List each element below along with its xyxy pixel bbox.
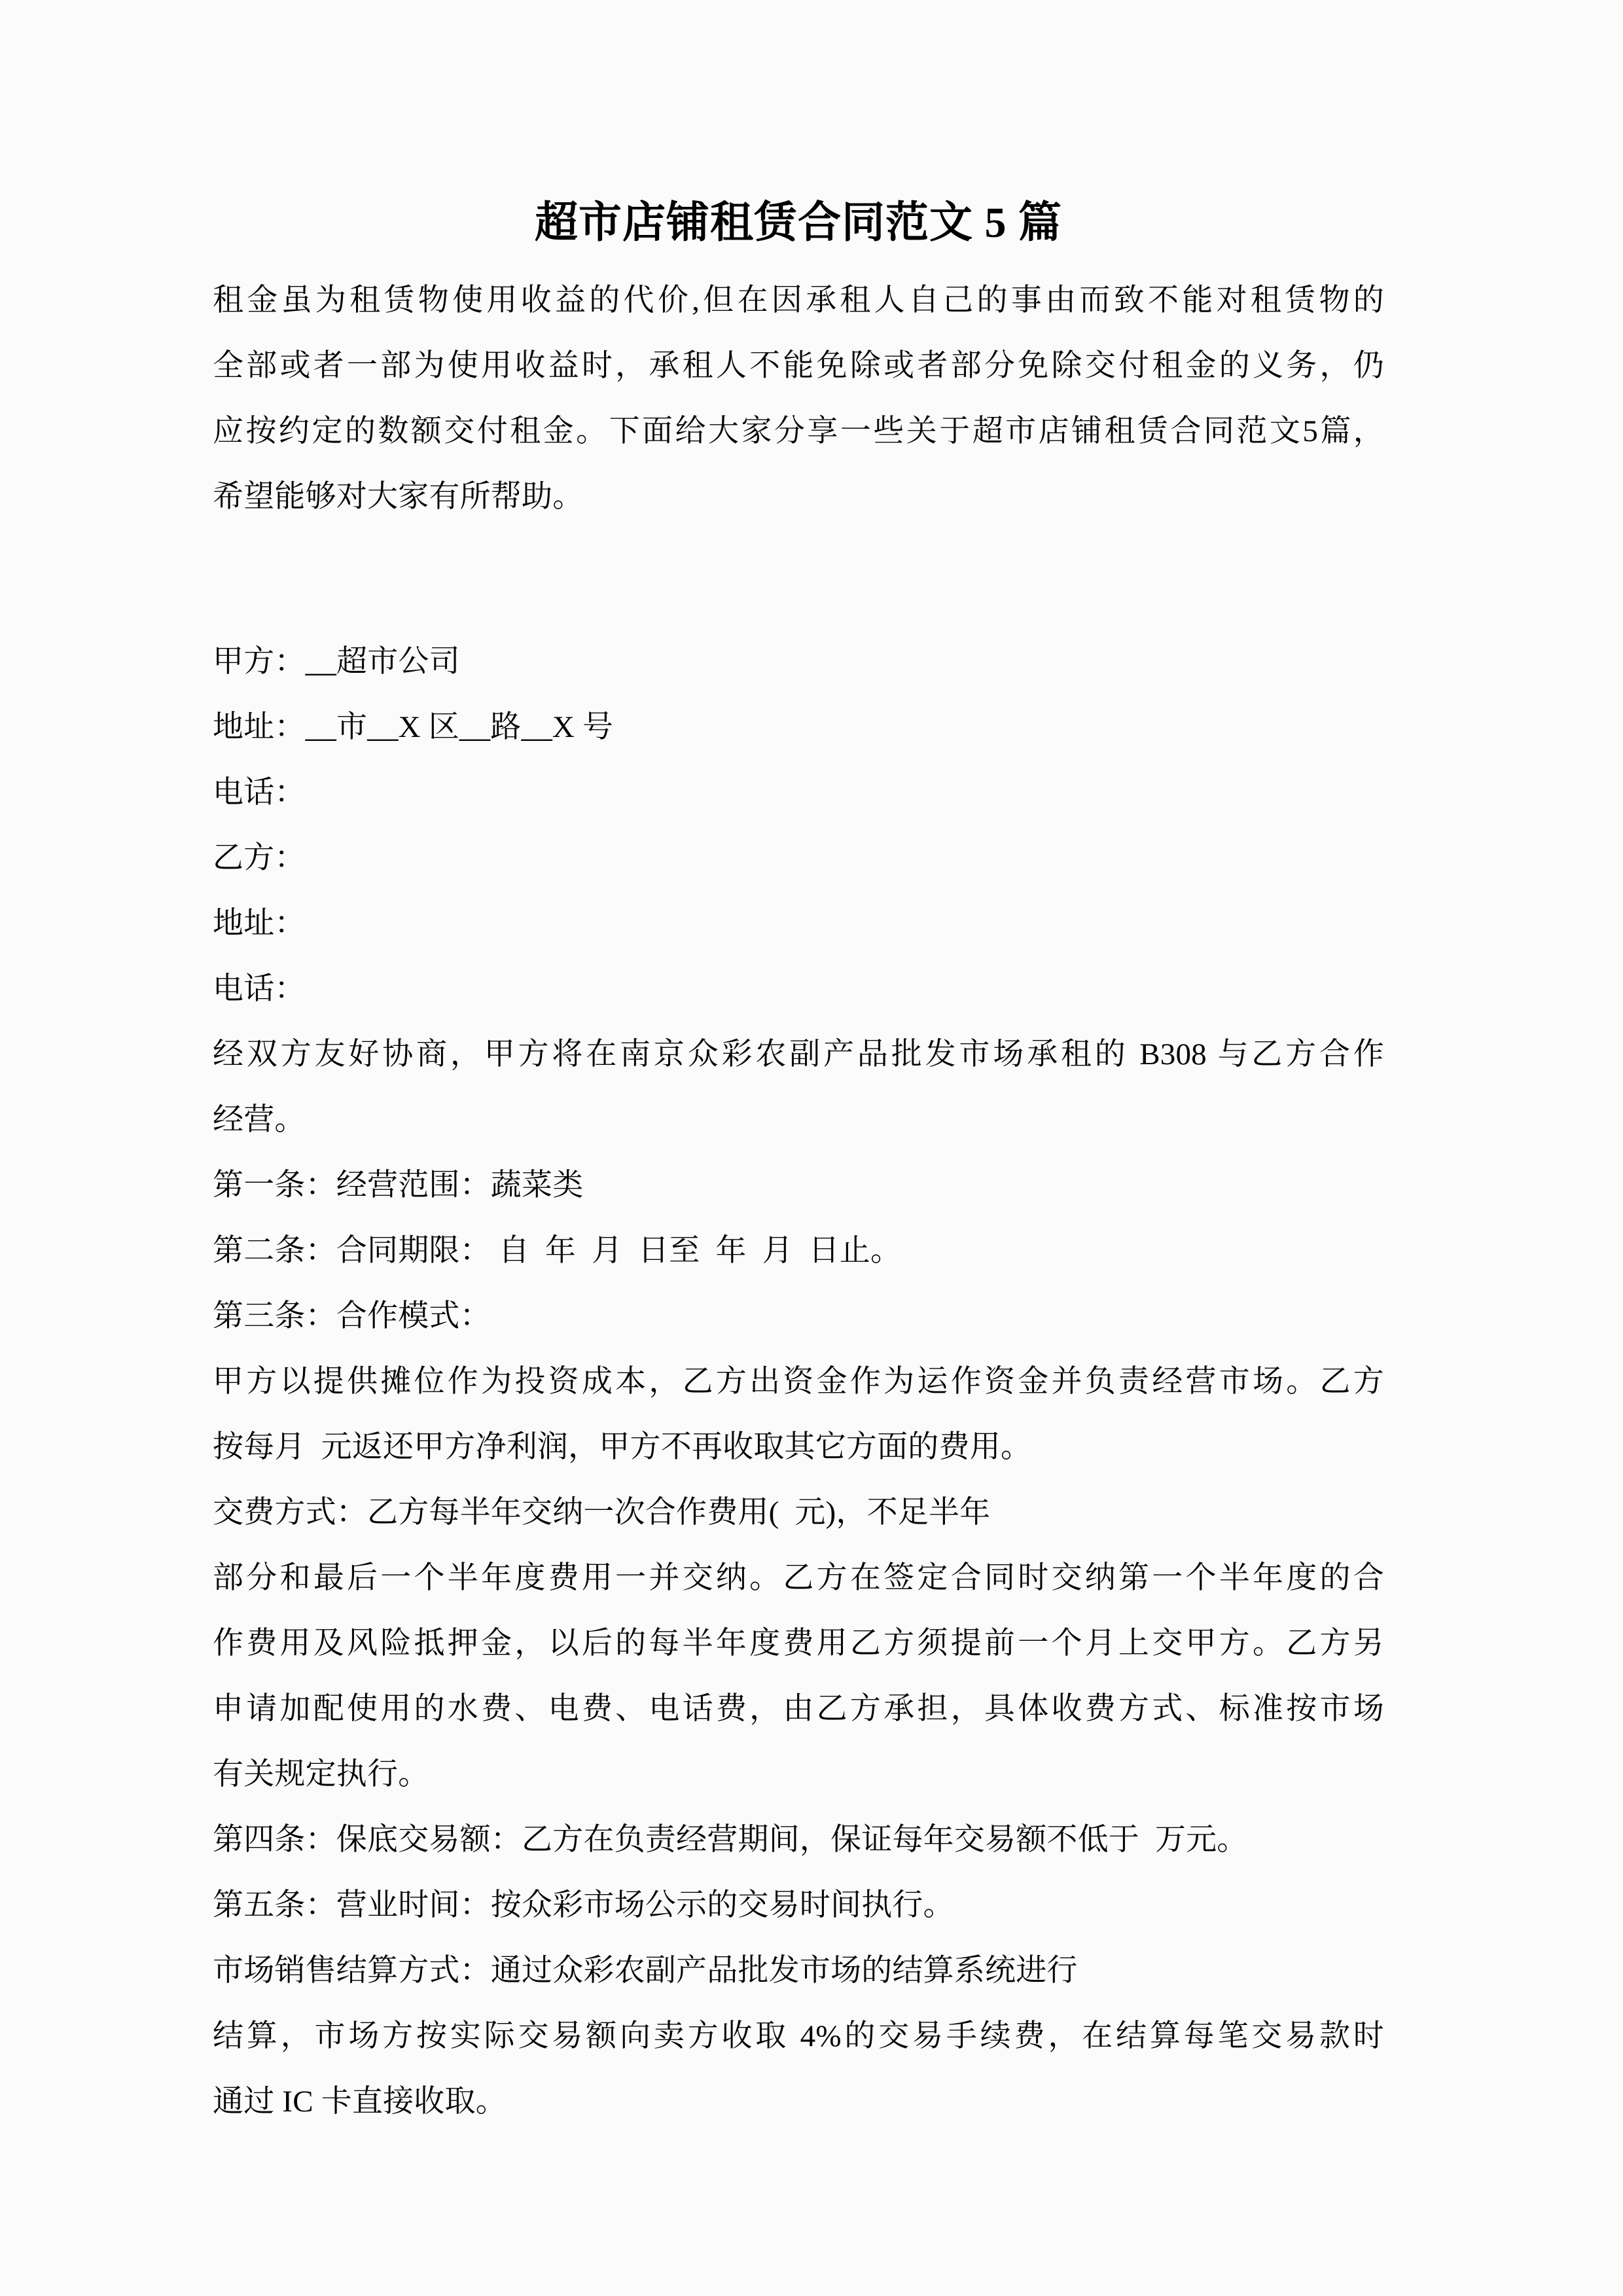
intro-line: 希望能够对大家有所帮助。 [213,479,584,514]
article-2-line: 第二条：合同期限： 自 年 月 日至 年 月 日止。 [213,1233,902,1268]
document-content [213,0,1384,2134]
settlement-body-line: 结算，市场方按实际交易额向卖方收取 4%的交易手续费，在结算每笔交易款时 [213,2018,1384,2053]
payment-method-block [213,1480,1384,1545]
intro-paragraph [213,268,1384,529]
article-2 [213,1218,1384,1283]
party-b-phone: 电话： [213,971,306,1006]
article-3-body [213,1349,1384,1480]
paragraph-gap [213,529,1384,595]
paragraph-gap [213,595,1384,629]
page-title: 超市店铺租赁合同范文 5 篇 [535,199,1062,247]
article-3-line: 第三条：合作模式： [213,1299,491,1333]
intro-line: 全部或者一部为使用收益时，承租人不能免除或者部分免除交付租金的义务，仍 [213,348,1384,383]
preamble-line: 经营。 [213,1102,306,1137]
article-1 [213,1153,1384,1218]
party-b-address: 地址： [213,906,306,941]
intro-line: 应按约定的数额交付租金。下面给大家分享一些关于超市店铺租赁合同范文5篇， [213,414,1384,448]
payment-detail-line: 有关规定执行。 [213,1757,429,1791]
intro-line: 租金虽为租赁物使用收益的代价,但在因承租人自己的事由而致不能对租赁物的 [213,283,1384,317]
article-4 [213,1807,1384,1873]
settlement-title-block [213,1938,1384,2003]
payment-detail-line: 申请加配使用的水费、电费、电话费，由乙方承担，具体收费方式、标准按市场 [213,1691,1384,1726]
party-a-name: 甲方：__超市公司 [213,644,460,679]
payment-detail-block [213,1545,1384,1807]
payment-method-line: 交费方式：乙方每半年交纳一次合作费用( 元)，不足半年 [213,1495,991,1530]
party-a-phone: 电话： [213,775,306,810]
preamble-line: 经双方友好协商，甲方将在南京众彩农副产品批发市场承租的 B308 与乙方合作 [213,1037,1384,1071]
payment-detail-line: 作费用及风险抵押金，以后的每半年度费用乙方须提前一个月上交甲方。乙方另 [213,1626,1384,1660]
party-a-address: 地址：__市__X 区__路__X 号 [213,709,614,744]
party-a-block [213,629,1384,825]
article-5 [213,1873,1384,1938]
article-1-line: 第一条：经营范围：蔬菜类 [213,1168,584,1202]
settlement-body-block [213,2003,1384,2134]
party-b-name: 乙方： [213,840,306,875]
article-3-heading [213,1283,1384,1349]
party-b-block [213,825,1384,1022]
settlement-body-line: 通过 IC 卡直接收取。 [213,2084,507,2119]
article-4-line: 第四条：保底交易额：乙方在负责经营期间，保证每年交易额不低于 万元。 [213,1822,1248,1857]
article-3-body-line: 甲方以提供摊位作为投资成本，乙方出资金作为运作资金并负责经营市场。乙方 [213,1364,1384,1399]
preamble-paragraph [213,1022,1384,1153]
article-5-line: 第五条：营业时间：按众彩市场公示的交易时间执行。 [213,1888,954,1922]
settlement-title-line: 市场销售结算方式：通过众彩农副产品批发市场的结算系统进行 [213,1953,1078,1988]
article-3-body-line: 按每月 元返还甲方净利润，甲方不再收取其它方面的费用。 [213,1429,1032,1464]
payment-detail-line: 部分和最后一个半年度费用一并交纳。乙方在签定合同时交纳第一个半年度的合 [213,1560,1384,1595]
